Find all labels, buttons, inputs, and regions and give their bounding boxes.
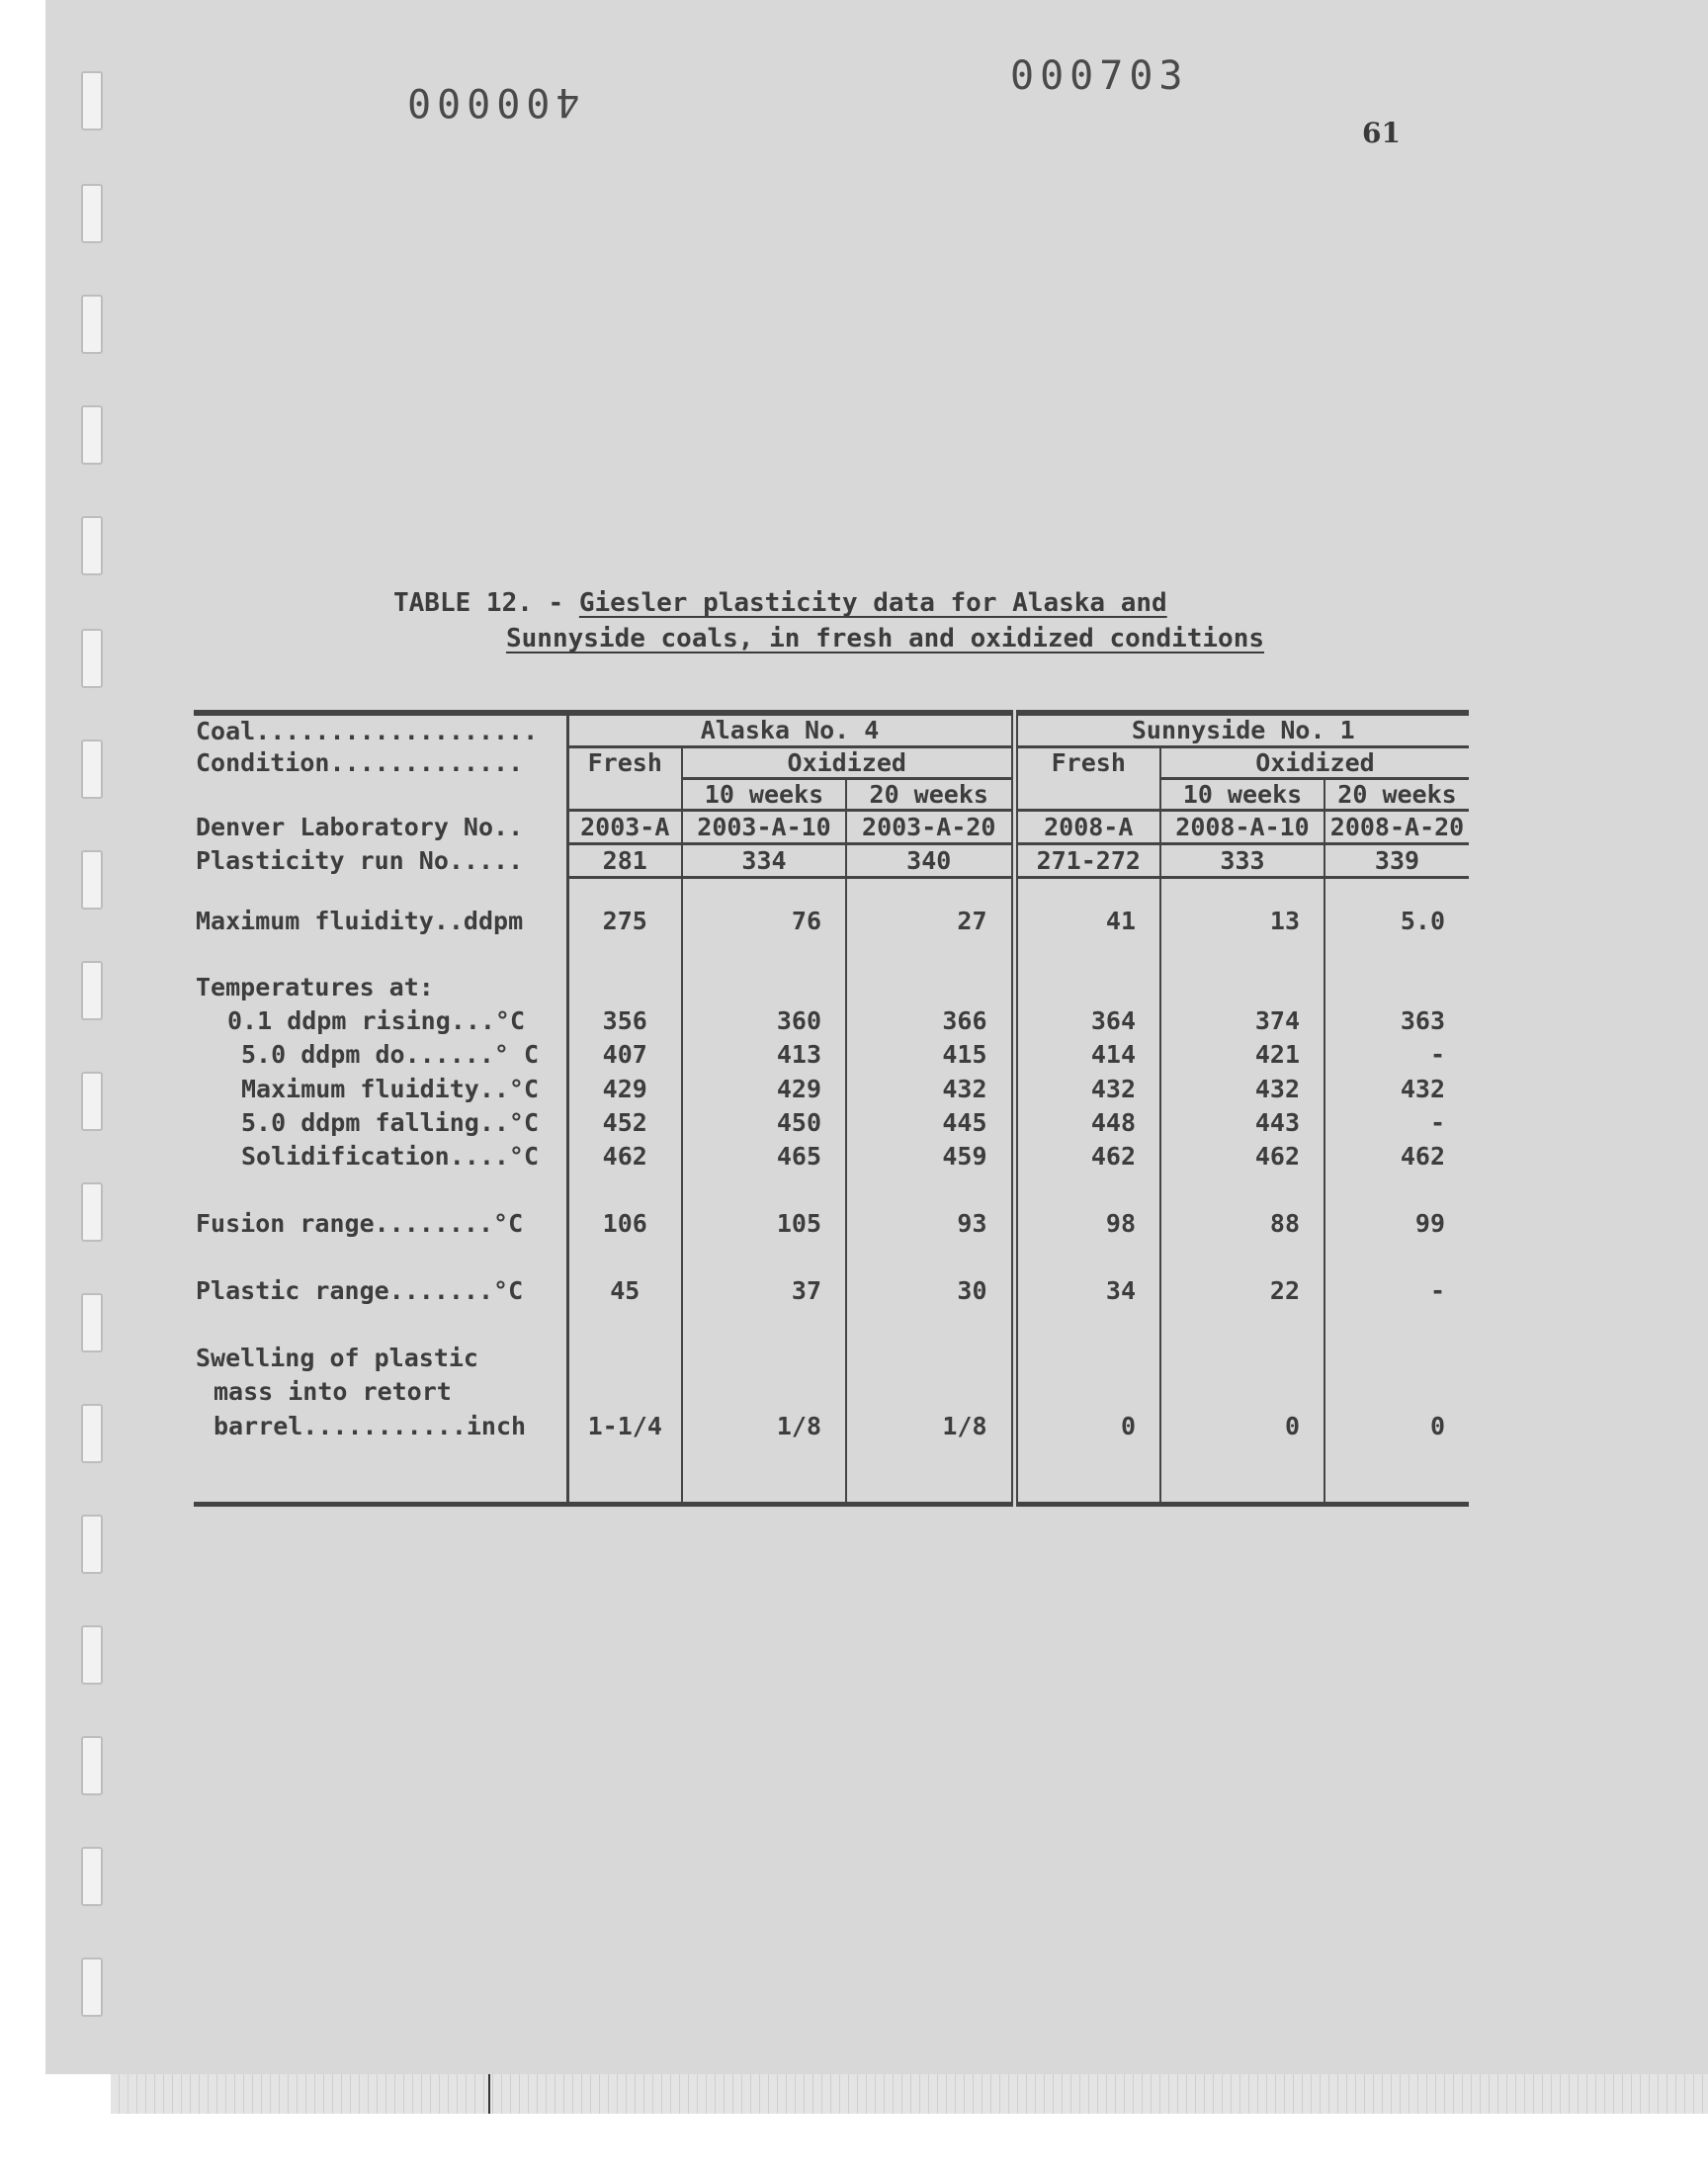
sunnyside-oxidized: Oxidized: [1160, 746, 1469, 778]
lab-cell: 2008-A-20: [1324, 810, 1469, 843]
alaska-20-weeks: 20 weeks: [846, 778, 1014, 810]
spacer-row: [194, 939, 1469, 971]
value-cell: 98: [1014, 1206, 1160, 1240]
value-cell: 0: [1429, 1411, 1446, 1440]
tractor-hole: [81, 1515, 103, 1574]
row-label: Maximum fluidity..ddpm: [194, 904, 567, 939]
perforation-strip: [111, 2074, 1708, 2114]
tractor-hole: [81, 740, 103, 799]
value-cell: 5.0: [1400, 907, 1446, 936]
tractor-hole: [81, 295, 103, 354]
alaska-10-weeks: 10 weeks: [682, 778, 846, 810]
value-cell: 421: [1160, 1038, 1324, 1072]
lab-cell: 2003-A-10: [682, 810, 846, 843]
lab-cell: 2008-A: [1014, 810, 1160, 843]
value-cell: 432: [1400, 1074, 1446, 1103]
row-temp-falling: [194, 1105, 1469, 1139]
run-cell: 334: [682, 843, 846, 877]
value-cell: -: [1429, 1040, 1446, 1070]
run-cell: 333: [1160, 843, 1324, 877]
alaska-oxidized: Oxidized: [682, 746, 1014, 778]
coal-label: Coal...................: [194, 713, 567, 746]
title-line2: Sunnyside coals, in fresh and oxidized conditions: [506, 624, 1265, 653]
value-cell: 356: [567, 1004, 682, 1038]
tractor-hole: [81, 1625, 103, 1685]
value-cell: 432: [1160, 1072, 1324, 1105]
value-cell: 22: [1160, 1274, 1324, 1308]
value-cell: 462: [567, 1139, 682, 1173]
row-label: Fusion range........°C: [194, 1206, 567, 1240]
sunnyside-20-weeks: 20 weeks: [1337, 779, 1457, 809]
value-cell: 432: [846, 1072, 1014, 1105]
run-cell: 281: [567, 843, 682, 877]
tractor-hole: [81, 961, 103, 1020]
alaska-fresh: Fresh: [567, 746, 682, 810]
header-row-lab: [194, 810, 1469, 843]
value-cell: 1/8: [682, 1409, 846, 1442]
coal-sunnyside: Sunnyside No. 1: [1014, 713, 1469, 746]
row-plastic-range: [194, 1274, 1469, 1308]
value-cell: 366: [846, 1004, 1014, 1038]
value-cell: 462: [1014, 1139, 1160, 1173]
row-max-fluidity: [194, 904, 1469, 939]
row-label: 5.0 ddpm falling..°C: [194, 1105, 567, 1139]
tractor-hole: [81, 1958, 103, 2017]
condition-label: Condition.............: [194, 746, 567, 778]
row-temp-solidification: [194, 1139, 1469, 1173]
row-label: Plastic range.......°C: [194, 1274, 567, 1308]
run-cell: 271-272: [1014, 843, 1160, 877]
value-cell: 432: [1014, 1072, 1160, 1105]
tractor-hole: [81, 184, 103, 243]
tractor-hole: [81, 850, 103, 910]
row-label: Swelling of plastic: [194, 1342, 567, 1375]
value-cell: 88: [1160, 1206, 1324, 1240]
run-cell: 340: [846, 843, 1014, 877]
value-cell: 45: [567, 1274, 682, 1308]
title-line1: Giesler plasticity data for Alaska and: [578, 588, 1167, 618]
value-cell: 452: [567, 1105, 682, 1139]
value-cell: 34: [1014, 1274, 1160, 1308]
spacer-row: [194, 1173, 1469, 1206]
row-label: Maximum fluidity..°C: [194, 1072, 567, 1105]
header-row-weeks: [194, 778, 1469, 810]
value-cell: -: [1429, 1107, 1446, 1137]
stamp-left: 400000: [401, 79, 580, 125]
lab-label: Denver Laboratory No..: [194, 810, 567, 843]
value-cell: 99: [1414, 1208, 1446, 1238]
value-cell: 76: [682, 904, 846, 939]
value-cell: 413: [682, 1038, 846, 1072]
row-label: Solidification....°C: [194, 1139, 567, 1173]
sunnyside-fresh: Fresh: [1014, 746, 1160, 810]
row-label: barrel...........inch: [194, 1409, 567, 1442]
coal-alaska: Alaska No. 4: [567, 713, 1014, 746]
value-cell: 450: [682, 1105, 846, 1139]
value-cell: 1/8: [846, 1409, 1014, 1442]
spacer-row: [194, 1442, 1469, 1504]
value-cell: 414: [1014, 1038, 1160, 1072]
lab-cell: 2008-A-10: [1160, 810, 1324, 843]
value-cell: 0: [1014, 1409, 1160, 1442]
temperatures-heading: Temperatures at:: [194, 971, 567, 1004]
value-cell: 445: [846, 1105, 1014, 1139]
table-title: [393, 585, 1323, 656]
value-cell: 364: [1014, 1004, 1160, 1038]
header-row-condition: [194, 746, 1469, 778]
tractor-hole: [81, 71, 103, 130]
value-cell: 363: [1400, 1006, 1446, 1036]
value-cell: 1-1/4: [567, 1409, 682, 1442]
spacer-row: [194, 1241, 1469, 1274]
value-cell: 374: [1160, 1004, 1324, 1038]
tractor-hole: [81, 1736, 103, 1795]
value-cell: 443: [1160, 1105, 1324, 1139]
page-number: 61: [1362, 117, 1401, 149]
value-cell: 30: [846, 1274, 1014, 1308]
value-cell: 429: [567, 1072, 682, 1105]
value-cell: 41: [1014, 904, 1160, 939]
lab-cell: 2003-A: [567, 810, 682, 843]
value-cell: 106: [567, 1206, 682, 1240]
row-swelling: [194, 1409, 1469, 1442]
row-temp-rising: [194, 1004, 1469, 1038]
value-cell: -: [1429, 1276, 1446, 1306]
value-cell: 105: [682, 1206, 846, 1240]
tractor-hole: [81, 1847, 103, 1906]
value-cell: 462: [1400, 1141, 1446, 1171]
row-temperatures-heading: [194, 971, 1469, 1004]
value-cell: 448: [1014, 1105, 1160, 1139]
tractor-hole: [81, 629, 103, 688]
run-label: Plasticity run No.....: [194, 843, 567, 877]
value-cell: 0: [1160, 1409, 1324, 1442]
title-prefix: TABLE 12. -: [393, 588, 579, 618]
header-row-coal: [194, 713, 1469, 746]
row-swelling-2: [194, 1375, 1469, 1409]
value-cell: 407: [567, 1038, 682, 1072]
value-cell: 459: [846, 1139, 1014, 1173]
row-label: mass into retort: [194, 1375, 567, 1409]
bottom-rule: [488, 2074, 490, 2114]
blank-stub: [194, 778, 567, 810]
tractor-hole: [81, 405, 103, 465]
sunnyside-10-weeks: 10 weeks: [1160, 778, 1324, 810]
tractor-hole: [81, 1072, 103, 1131]
value-cell: 360: [682, 1004, 846, 1038]
row-label: 0.1 ddpm rising...°C: [194, 1004, 567, 1038]
header-row-run: [194, 843, 1469, 877]
tractor-hole: [81, 1404, 103, 1463]
spacer-row: [194, 877, 1469, 903]
tractor-hole: [81, 516, 103, 575]
stamp-right: 000703: [1010, 53, 1189, 99]
row-fusion-range: [194, 1206, 1469, 1240]
plasticity-table: [194, 710, 1469, 1507]
value-cell: 13: [1160, 904, 1324, 939]
row-temp-max: [194, 1072, 1469, 1105]
row-swelling-1: [194, 1342, 1469, 1375]
value-cell: 37: [682, 1274, 846, 1308]
spacer-row: [194, 1308, 1469, 1342]
value-cell: 462: [1160, 1139, 1324, 1173]
value-cell: 429: [682, 1072, 846, 1105]
tractor-hole: [81, 1293, 103, 1352]
value-cell: 93: [846, 1206, 1014, 1240]
value-cell: 275: [567, 904, 682, 939]
run-cell: 339: [1324, 843, 1469, 877]
row-temp-do: [194, 1038, 1469, 1072]
lab-cell: 2003-A-20: [846, 810, 1014, 843]
value-cell: 465: [682, 1139, 846, 1173]
value-cell: 415: [846, 1038, 1014, 1072]
row-label: 5.0 ddpm do......° C: [194, 1038, 567, 1072]
value-cell: 27: [846, 904, 1014, 939]
tractor-hole: [81, 1182, 103, 1242]
